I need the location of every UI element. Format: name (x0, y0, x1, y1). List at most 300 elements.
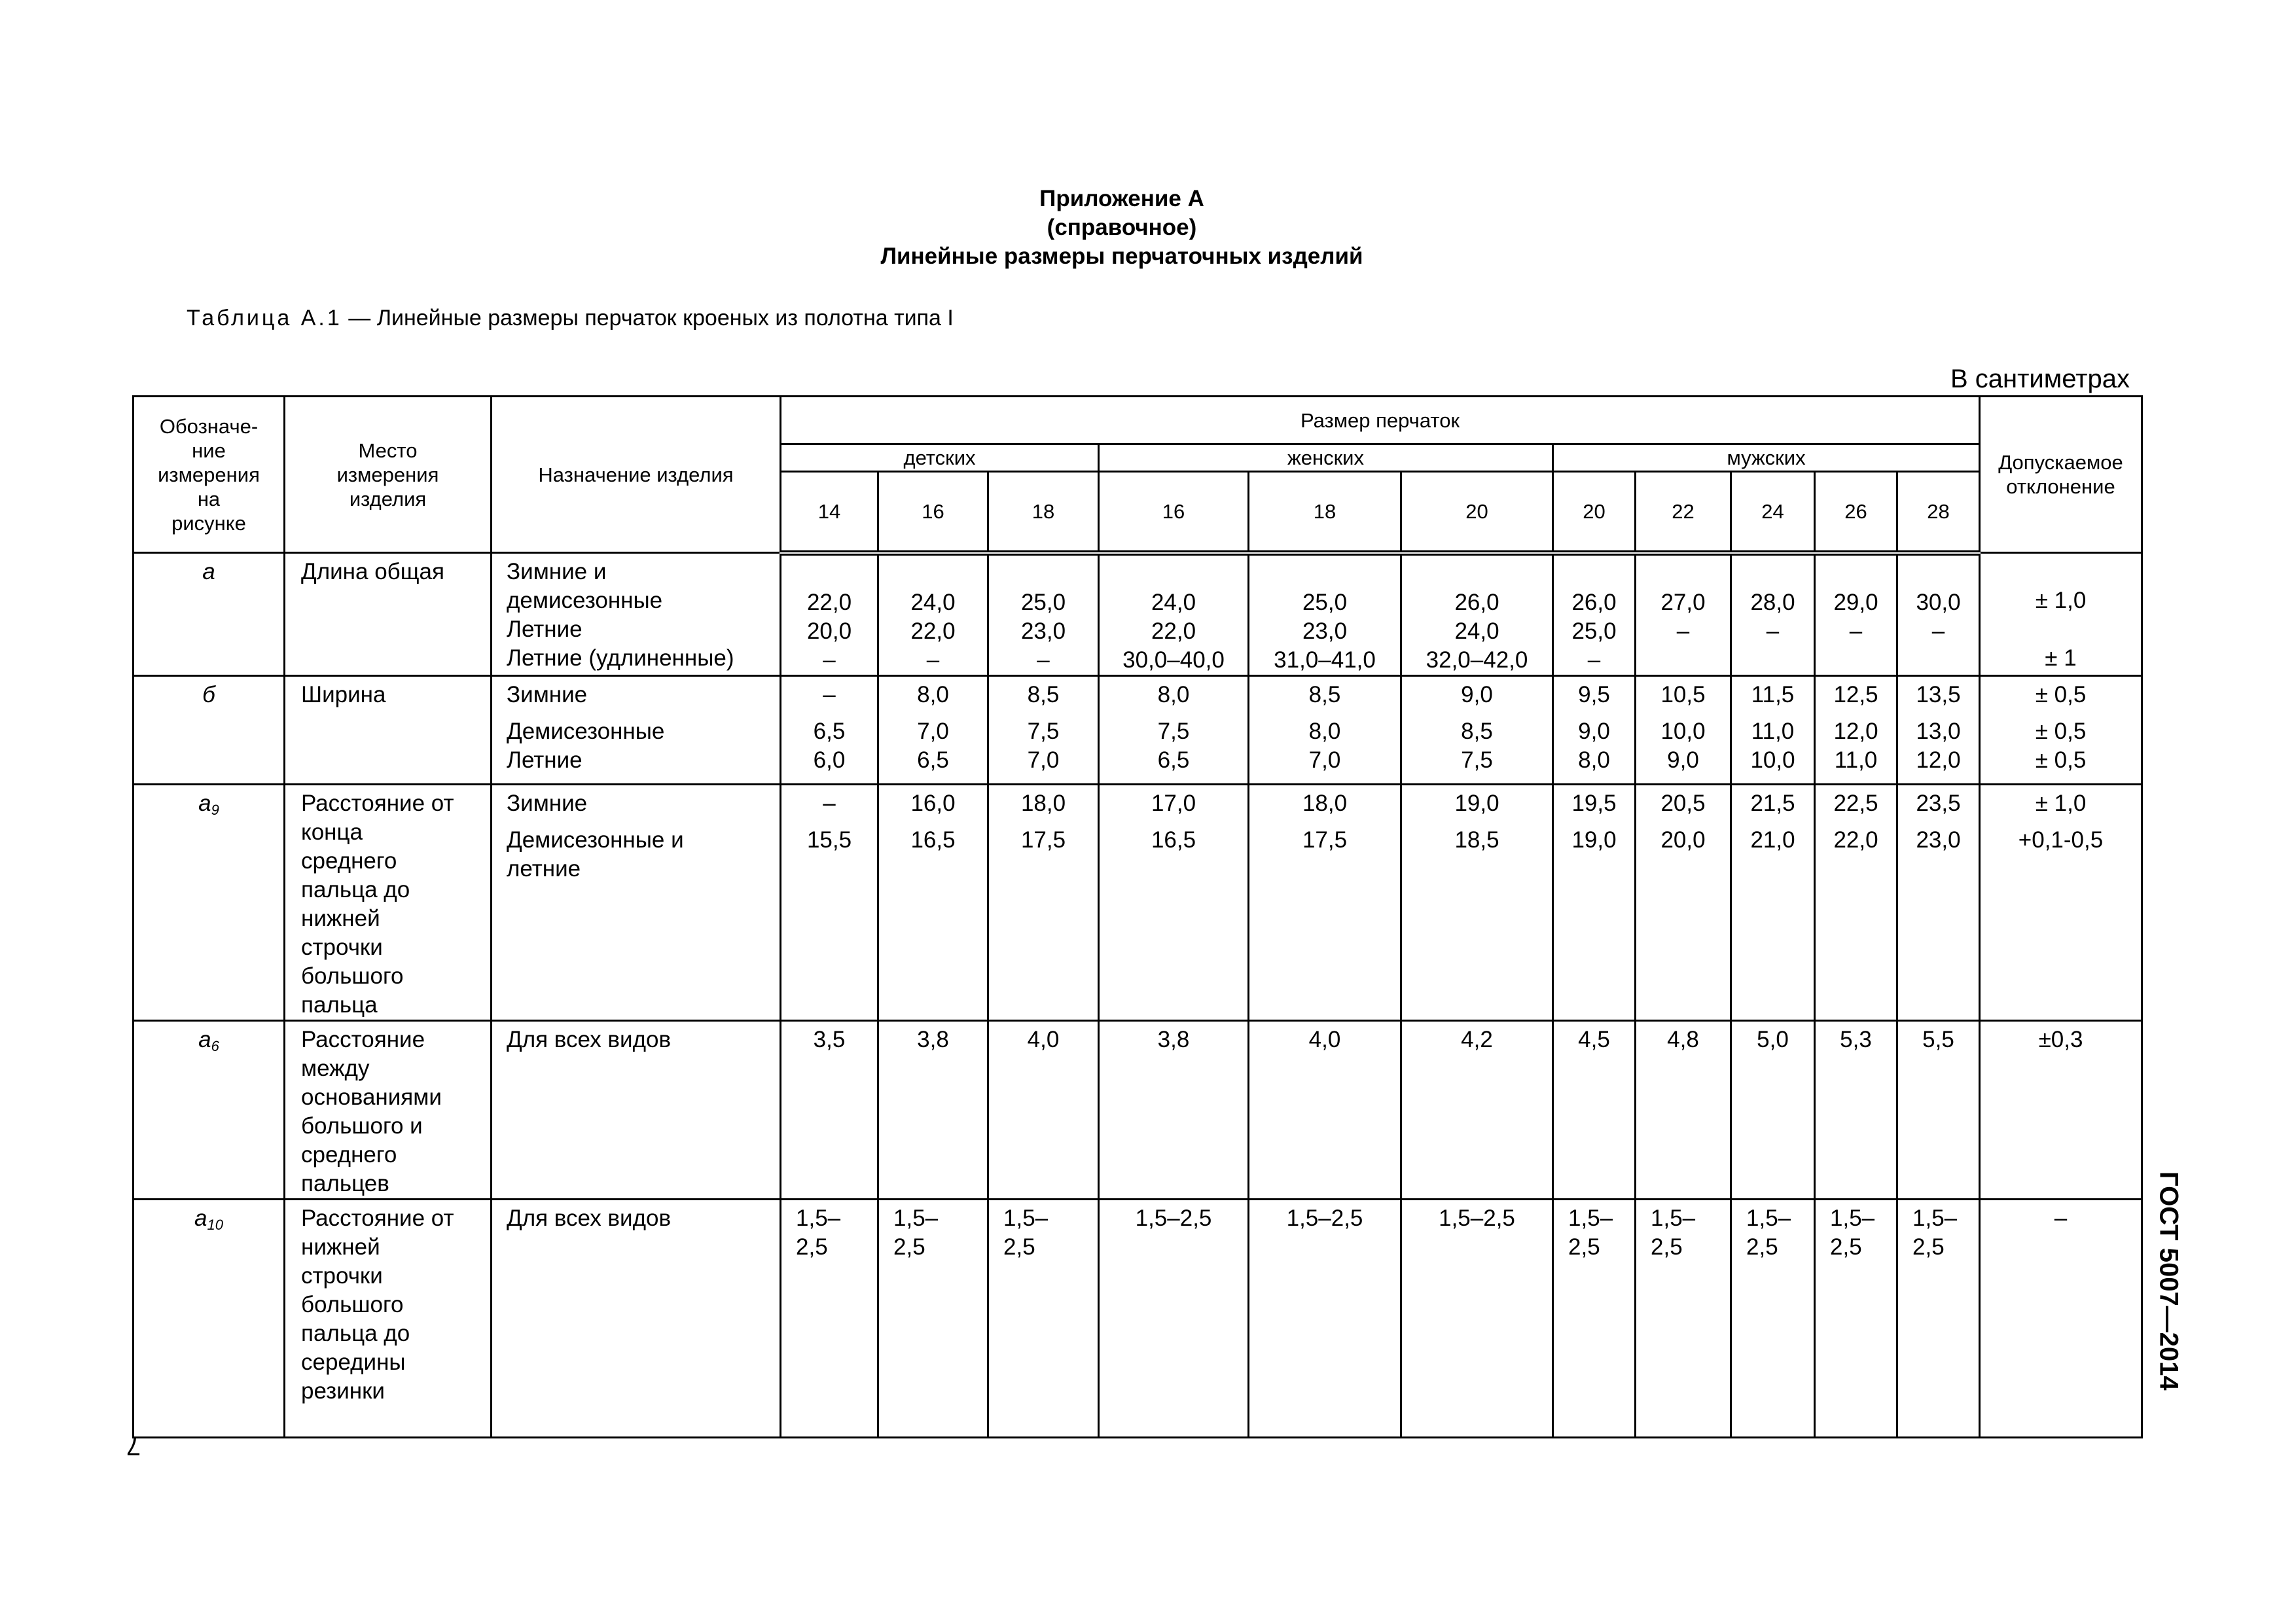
size-value: 10,5 (1660, 681, 1706, 707)
cell-size-value (1636, 553, 1731, 676)
size-value: 2,5 (1568, 1234, 1600, 1260)
symbol-line (134, 1026, 283, 1061)
purpose-line: Зимние и (507, 559, 607, 584)
size-value: 23,0 (1916, 827, 1961, 853)
cell-size-value (1401, 675, 1553, 784)
size-value: 22,5 (1833, 790, 1878, 816)
measure-symbol-index: 6 (211, 1037, 219, 1054)
place-line: резинки (301, 1378, 385, 1404)
cell-size-value (1401, 1199, 1553, 1437)
size-value: 1,5– (1746, 1205, 1791, 1231)
cell-tolerance (1980, 675, 2142, 784)
empty-line (1402, 1233, 1552, 1262)
table-row (134, 1020, 2142, 1199)
cell-size-value (1553, 675, 1636, 784)
size-value: 13,5 (1916, 681, 1961, 707)
header-text-line: Допускаемое (1998, 451, 2123, 474)
size-value: 20,5 (1660, 790, 1706, 816)
cell-size-value (1249, 1199, 1401, 1437)
measure-symbol: а (198, 790, 211, 816)
tolerance-value: ± 1 (2045, 645, 2077, 671)
measure-symbol-index: 9 (211, 801, 219, 818)
cell-size-value (878, 1020, 988, 1199)
size-value: 6,5 (917, 747, 949, 773)
tolerance-value: ±0,3 (2038, 1026, 2083, 1052)
size-value: 8,5 (1027, 681, 1060, 707)
cell-purpose (492, 553, 781, 676)
place-line: среднего (301, 1141, 397, 1168)
header-group-men: мужских (1553, 444, 1980, 472)
empty-line (1732, 560, 1814, 588)
table-caption (187, 304, 954, 332)
empty-line (781, 855, 877, 883)
cell-place (285, 1020, 492, 1199)
place-line: основаниями (301, 1084, 442, 1110)
cell-tolerance (1980, 784, 2142, 1020)
size-value: – (1849, 618, 1863, 644)
empty-line (1981, 558, 2141, 586)
size-value: 15,5 (806, 827, 852, 853)
line-gap (492, 818, 780, 826)
line-gap (1554, 709, 1634, 717)
header-text-line: рисунке (171, 511, 246, 535)
place-line: пальцев (301, 1170, 389, 1196)
place-line: нижней (301, 1234, 380, 1260)
measure-symbol: а (194, 1205, 207, 1231)
purpose-line: демисезонные (507, 588, 663, 613)
purpose-line: Демисезонные (507, 718, 665, 744)
size-value: 3,5 (813, 1026, 846, 1052)
size-value: – (1931, 618, 1945, 644)
line-gap (1898, 818, 1979, 826)
size-value: 11,5 (1751, 681, 1795, 707)
size-value: 11,0 (1751, 718, 1795, 744)
line-gap (492, 709, 780, 717)
place-line: большого (301, 1291, 404, 1317)
cell-size-value (1731, 675, 1815, 784)
size-value: 26,0 (1571, 589, 1617, 615)
symbol-line (134, 558, 283, 586)
size-value: 13,0 (1916, 718, 1961, 744)
size-value: 25,0 (1020, 589, 1066, 615)
header-group-children: детских (781, 444, 1099, 472)
cell-purpose (492, 675, 781, 784)
empty-line (1100, 560, 1247, 588)
place-line: большого (301, 963, 404, 989)
cell-size-value (1553, 1020, 1636, 1199)
header-text-line: Обозначе- (159, 414, 259, 438)
size-value: 7,0 (1308, 747, 1341, 773)
cell-size-value (1897, 675, 1980, 784)
cell-size-value (1636, 1199, 1731, 1437)
line-gap (1898, 709, 1979, 717)
size-value: 23,0 (1020, 618, 1066, 644)
size-value: 30,0 (1916, 589, 1961, 615)
line-gap (781, 709, 877, 717)
cell-symbol (134, 784, 285, 1020)
purpose-line: Летние (507, 747, 583, 773)
size-value: 7,5 (1461, 747, 1493, 773)
size-value: – (823, 681, 836, 707)
empty-line (1554, 855, 1634, 883)
empty-line (1898, 560, 1979, 588)
size-value: 24,0 (1151, 589, 1196, 615)
line-gap (1100, 709, 1247, 717)
size-value: 9,0 (1461, 681, 1493, 707)
size-value: 6,0 (813, 747, 846, 773)
size-value: 1,5– (1830, 1205, 1875, 1231)
empty-line (1402, 560, 1552, 588)
cell-size-value (1731, 784, 1815, 1020)
size-value: 2,5 (1912, 1234, 1945, 1260)
cell-size-value (1731, 553, 1815, 676)
size-value: 2,5 (1003, 1234, 1035, 1260)
size-value: 11,0 (1834, 747, 1878, 773)
size-value: 18,0 (1020, 790, 1066, 816)
line-gap (1249, 709, 1400, 717)
size-value: 23,5 (1916, 790, 1961, 816)
cell-size-value (1636, 675, 1731, 784)
purpose-line: Зимние (507, 681, 588, 707)
header-group-women: женских (1099, 444, 1553, 472)
annex-label: Приложение А (1039, 186, 1204, 211)
size-value: 3,8 (1157, 1026, 1190, 1052)
glove-sizes-table (132, 395, 2143, 1438)
size-value: 8,0 (917, 681, 949, 707)
line-gap (1981, 818, 2141, 826)
symbol-line (134, 1204, 283, 1240)
size-value: 2,5 (1830, 1234, 1862, 1260)
cell-tolerance (1980, 1020, 2142, 1199)
tolerance-value: ± 0,5 (2035, 718, 2087, 744)
cell-size-value (1897, 553, 1980, 676)
cell-size-value (1401, 553, 1553, 676)
cell-size-value (988, 784, 1099, 1020)
size-value: 2,5 (1746, 1234, 1778, 1260)
size-value: 24,0 (1454, 618, 1499, 644)
empty-line (1981, 615, 2141, 644)
line-gap (1249, 818, 1400, 826)
line-gap (1402, 709, 1552, 717)
measure-symbol: б (202, 681, 215, 707)
cell-size-value (1099, 675, 1249, 784)
size-value: 1,5–2,5 (1286, 1205, 1363, 1231)
empty-line (1898, 855, 1979, 883)
cell-size-value (781, 1199, 878, 1437)
place-line: Расстояние (301, 1026, 425, 1052)
place-line: большого и (301, 1113, 423, 1139)
cell-size-value (1249, 553, 1401, 676)
size-value: 1,5– (796, 1205, 841, 1231)
size-value: 9,5 (1578, 681, 1610, 707)
cell-size-value (1249, 1020, 1401, 1199)
cell-purpose (492, 784, 781, 1020)
size-value: 1,5– (1651, 1205, 1696, 1231)
size-value: – (926, 647, 940, 673)
size-value: 20,0 (806, 618, 852, 644)
size-value: – (1676, 618, 1690, 644)
size-value: 4,2 (1461, 1026, 1493, 1052)
size-value: 4,8 (1667, 1026, 1699, 1052)
size-value: 5,0 (1757, 1026, 1789, 1052)
cell-size-value (1815, 1199, 1897, 1437)
place-line: Расстояние от (301, 1205, 454, 1231)
cell-size-value (1553, 784, 1636, 1020)
cell-size-value (781, 784, 878, 1020)
annex-title: Линейные размеры перчаточных изделий (880, 243, 1363, 269)
empty-line (1402, 855, 1552, 883)
cell-size-value (1815, 784, 1897, 1020)
size-value: 12,0 (1916, 747, 1961, 773)
cell-place (285, 553, 492, 676)
line-gap (1100, 818, 1247, 826)
size-value: 8,0 (1157, 681, 1190, 707)
place-line: Расстояние от (301, 790, 454, 816)
cell-size-value (1731, 1199, 1815, 1437)
cell-tolerance (1980, 1199, 2142, 1437)
size-value: 20,0 (1660, 827, 1706, 853)
size-value: 2,5 (893, 1234, 925, 1260)
cell-size-value (1731, 1020, 1815, 1199)
line-gap (1554, 818, 1634, 826)
size-value: 7,0 (1027, 747, 1060, 773)
header-size-value: 20 (1553, 472, 1636, 553)
empty-line (781, 560, 877, 588)
place-line: пальца до (301, 876, 410, 902)
cell-size-value (1815, 553, 1897, 676)
empty-line (1100, 1233, 1247, 1262)
size-value: 10,0 (1660, 718, 1706, 744)
size-value: 17,5 (1020, 827, 1066, 853)
cell-size-value (878, 784, 988, 1020)
size-value: 4,0 (1027, 1026, 1060, 1052)
cell-symbol (134, 1020, 285, 1199)
cell-size-value (1099, 553, 1249, 676)
place-line: пальца (301, 991, 378, 1018)
header-size-value: 26 (1815, 472, 1897, 553)
measure-symbol: а (198, 1026, 211, 1052)
cell-purpose (492, 1020, 781, 1199)
size-value: 5,5 (1922, 1026, 1954, 1052)
table-row (134, 784, 2142, 1020)
size-value: 31,0–41,0 (1274, 647, 1376, 673)
size-value: 24,0 (910, 589, 956, 615)
cell-size-value (1897, 784, 1980, 1020)
place-line: между (301, 1055, 370, 1081)
size-value: 1,5– (893, 1205, 939, 1231)
cell-size-value (1897, 1199, 1980, 1437)
size-value: 8,5 (1461, 718, 1493, 744)
cell-size-value (1636, 1020, 1731, 1199)
header-size-value: 22 (1636, 472, 1731, 553)
size-value: 7,0 (917, 718, 949, 744)
size-value: 4,5 (1578, 1026, 1610, 1052)
size-value: 21,0 (1750, 827, 1795, 853)
size-value: 12,0 (1833, 718, 1878, 744)
header-text-line: измерения (336, 463, 439, 486)
size-value: 9,0 (1667, 747, 1699, 773)
cell-size-value (1099, 1199, 1249, 1437)
purpose-line: Для всех видов (507, 1205, 672, 1231)
purpose-line: Зимние (507, 790, 588, 816)
page-number: 7 (126, 1431, 141, 1460)
size-value: 12,5 (1833, 681, 1878, 707)
tolerance-value: ± 0,5 (2035, 747, 2087, 773)
empty-line (1636, 855, 1730, 883)
line-gap (1981, 709, 2141, 717)
cell-size-value (878, 675, 988, 784)
units-note: В сантиметрах (1950, 365, 2130, 393)
cell-size-value (988, 1020, 1099, 1199)
size-value: 22,0 (806, 589, 852, 615)
size-value: 19,0 (1454, 790, 1499, 816)
cell-symbol (134, 675, 285, 784)
size-value: 22,0 (910, 618, 956, 644)
size-value: 2,5 (1651, 1234, 1683, 1260)
size-value: 19,5 (1571, 790, 1617, 816)
line-gap (1636, 818, 1730, 826)
purpose-line: Летние (507, 616, 583, 642)
empty-line (879, 855, 987, 883)
line-gap (1816, 709, 1896, 717)
place-line: конца (301, 819, 363, 845)
measure-symbol-index: 10 (207, 1216, 223, 1233)
cell-size-value (1249, 784, 1401, 1020)
cell-place (285, 784, 492, 1020)
cell-place (285, 675, 492, 784)
size-value: 7,5 (1157, 718, 1190, 744)
place-line: пальца до (301, 1320, 410, 1346)
header-size-value: 16 (878, 472, 988, 553)
cell-size-value (1815, 1020, 1897, 1199)
size-value: 23,0 (1302, 618, 1348, 644)
cell-size-value (988, 675, 1099, 784)
page-number-box (120, 1431, 147, 1463)
empty-line (1732, 855, 1814, 883)
place-line: нижней (301, 905, 380, 931)
header-size-value: 28 (1897, 472, 1980, 553)
table-row (134, 553, 2142, 676)
size-value: 32,0–42,0 (1426, 647, 1528, 673)
symbol-line (134, 789, 283, 825)
empty-line (1249, 855, 1400, 883)
cell-size-value (988, 553, 1099, 676)
tolerance-value: +0,1-0,5 (2018, 827, 2104, 853)
cell-size-value (1553, 1199, 1636, 1437)
measure-symbol: а (202, 559, 215, 584)
cell-symbol (134, 553, 285, 676)
place-line: Длина общая (301, 559, 444, 584)
cell-size-value (988, 1199, 1099, 1437)
empty-line (1636, 560, 1730, 588)
size-value: – (1587, 647, 1601, 673)
cell-size-value (1099, 1020, 1249, 1199)
size-value: 17,0 (1151, 790, 1196, 816)
header-size-value: 24 (1731, 472, 1815, 553)
empty-line (1816, 560, 1896, 588)
cell-purpose (492, 1199, 781, 1437)
cell-size-value (781, 1020, 878, 1199)
cell-tolerance (1980, 553, 2142, 676)
size-value: 8,5 (1308, 681, 1341, 707)
empty-line (1981, 1233, 2141, 1262)
size-value: 3,8 (917, 1026, 949, 1052)
size-value: – (1766, 618, 1780, 644)
size-value: 6,5 (1157, 747, 1190, 773)
header-text-line: измерения (158, 463, 260, 486)
size-value: 29,0 (1833, 589, 1878, 615)
standard-side-label (2149, 1171, 2188, 1407)
line-gap (1816, 818, 1896, 826)
header-text-line: ние (192, 438, 226, 462)
tolerance-value: ± 1,0 (2035, 588, 2087, 613)
table-caption-text: — Линейные размеры перчаток кроеных из полотна типа I (342, 306, 954, 330)
empty-line (1249, 560, 1400, 588)
size-value: 17,5 (1302, 827, 1348, 853)
empty-line (1249, 1233, 1400, 1262)
cell-size-value (1636, 784, 1731, 1020)
cell-place (285, 1199, 492, 1437)
place-line: середины (301, 1349, 406, 1375)
size-value: 26,0 (1454, 589, 1499, 615)
size-value: 27,0 (1660, 589, 1706, 615)
line-gap (879, 818, 987, 826)
symbol-line (134, 681, 283, 709)
cell-size-value (781, 675, 878, 784)
size-value: – (1037, 647, 1050, 673)
place-line: строчки (301, 1262, 383, 1289)
line-gap (781, 818, 877, 826)
line-gap (879, 709, 987, 717)
purpose-line: Демисезонные и (507, 827, 684, 853)
size-value: 25,0 (1571, 618, 1617, 644)
header-symbol (134, 397, 285, 553)
standard-code: ГОСТ 5007—2014 (2154, 1171, 2183, 1391)
size-value: 18,0 (1302, 790, 1348, 816)
line-gap (1402, 818, 1552, 826)
size-value: 1,5– (1003, 1205, 1049, 1231)
size-value: 8,0 (1578, 747, 1610, 773)
cell-size-value (781, 553, 878, 676)
header-text-line: изделия (349, 487, 427, 510)
empty-line (1816, 855, 1896, 883)
size-value: 28,0 (1750, 589, 1795, 615)
cell-size-value (1815, 675, 1897, 784)
cell-size-value (878, 1199, 988, 1437)
empty-line (989, 560, 1098, 588)
size-value: 22,0 (1151, 618, 1196, 644)
size-value: 6,5 (813, 718, 846, 744)
size-value: 22,0 (1833, 827, 1878, 853)
cell-size-value (1897, 1020, 1980, 1199)
header-place (285, 397, 492, 553)
tolerance-value: ± 1,0 (2035, 790, 2087, 816)
size-value: 21,5 (1750, 790, 1795, 816)
size-value: 1,5–2,5 (1439, 1205, 1515, 1231)
place-line: среднего (301, 847, 397, 874)
line-gap (1732, 709, 1814, 717)
header-size-value: 14 (781, 472, 878, 553)
place-line: Ширина (301, 681, 386, 707)
cell-size-value (1553, 553, 1636, 676)
cell-size-value (1249, 675, 1401, 784)
size-value: 1,5– (1912, 1205, 1958, 1231)
table-caption-label: Таблица А.1 (187, 306, 342, 330)
header-tolerance (1980, 397, 2142, 553)
header-size-value: 20 (1401, 472, 1553, 553)
size-value: 16,0 (910, 790, 956, 816)
header-purpose: Назначение изделия (492, 397, 781, 553)
